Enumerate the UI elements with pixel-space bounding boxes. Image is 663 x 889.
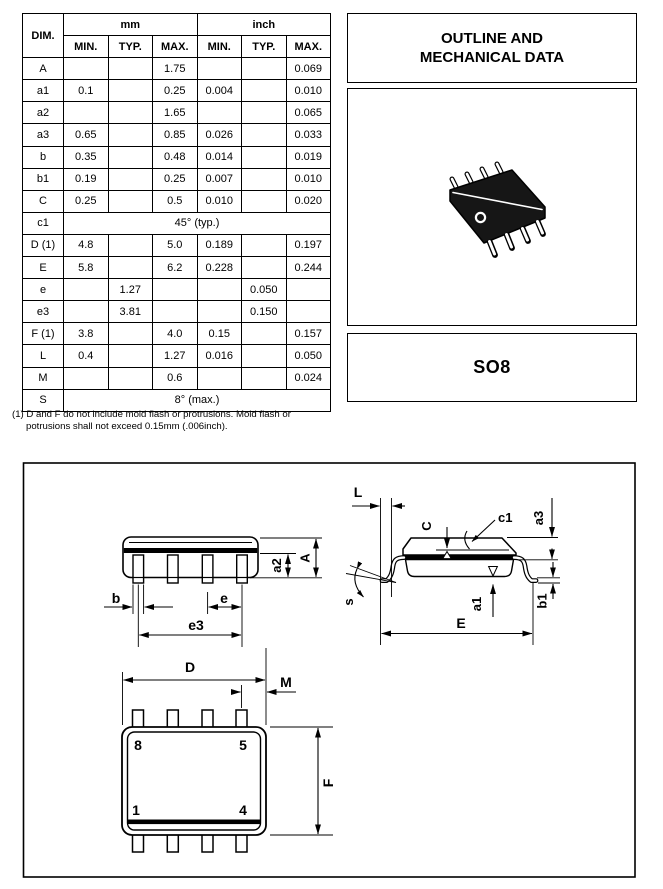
- table-header-mm: mm: [64, 14, 198, 36]
- value-cell: 0.010: [286, 80, 331, 102]
- footnote-line2: potrusions shall not exceed 0.15mm (.006inch).: [26, 420, 228, 432]
- footnote-line1: (1) D and F do not include mold flash or protrusions. Mold flash or: [12, 409, 291, 420]
- value-cell: 5.0: [153, 234, 198, 256]
- value-cell: 0.069: [286, 58, 331, 80]
- value-cell: 0.007: [197, 168, 242, 190]
- title-line2: MECHANICAL DATA: [419, 49, 565, 66]
- value-cell: 1.65: [153, 102, 198, 124]
- dim-cell: e: [23, 279, 64, 301]
- dim-label-s: s: [341, 598, 356, 606]
- value-cell: 0.48: [153, 146, 198, 168]
- top-view: [122, 648, 336, 852]
- value-cell: 0.25: [64, 190, 109, 212]
- pin-number-8: 8: [134, 737, 142, 753]
- table-subheader: MIN.: [197, 36, 242, 58]
- package-name: SO8: [473, 357, 511, 377]
- dim-label-F: F: [320, 778, 336, 788]
- value-cell: 0.65: [64, 124, 109, 146]
- front-lead: [168, 555, 179, 583]
- value-cell: 0.016: [197, 345, 242, 367]
- value-cell: 1.27: [153, 345, 198, 367]
- value-cell: 0.5: [153, 190, 198, 212]
- value-cell: 0.25: [153, 168, 198, 190]
- so8-chip-isometric: [450, 164, 545, 255]
- title-line1: OUTLINE AND: [441, 30, 543, 47]
- value-cell: 0.050: [242, 279, 287, 301]
- value-cell: 3.8: [64, 323, 109, 345]
- value-cell: 0.150: [242, 301, 287, 323]
- dim-cell: a1: [23, 80, 64, 102]
- value-cell: 0.010: [197, 190, 242, 212]
- value-cell: 0.1: [64, 80, 109, 102]
- merged-value-cell: 8° (max.): [64, 389, 331, 411]
- table-subheader: MAX.: [286, 36, 331, 58]
- value-cell: 0.157: [286, 323, 331, 345]
- dim-label-b: b: [111, 590, 121, 606]
- value-cell: 0.228: [197, 257, 242, 279]
- dim-label-a2: a2: [269, 558, 284, 573]
- dim-cell: e3: [23, 301, 64, 323]
- dim-cell: D (1): [23, 234, 64, 256]
- dim-label-L: L: [353, 484, 363, 500]
- dim-label-e3: e3: [188, 617, 204, 633]
- value-cell: 5.8: [64, 257, 109, 279]
- dim-cell: c1: [23, 212, 64, 234]
- value-cell: 0.020: [286, 190, 331, 212]
- value-cell: 4.8: [64, 234, 109, 256]
- table-header-dim: DIM.: [23, 14, 64, 58]
- dim-cell: M: [23, 367, 64, 389]
- value-cell: 0.244: [286, 257, 331, 279]
- value-cell: 0.004: [197, 80, 242, 102]
- value-cell: 0.026: [197, 124, 242, 146]
- value-cell: 0.85: [153, 124, 198, 146]
- value-cell: 0.065: [286, 102, 331, 124]
- dim-label-c1: c1: [498, 510, 513, 525]
- value-cell: 0.6: [153, 367, 198, 389]
- dim-cell: L: [23, 345, 64, 367]
- dim-cell: S: [23, 389, 64, 411]
- dim-label-C: C: [419, 521, 434, 531]
- dim-cell: a2: [23, 102, 64, 124]
- value-cell: 0.197: [286, 234, 331, 256]
- value-cell: 0.019: [286, 146, 331, 168]
- value-cell: 0.033: [286, 124, 331, 146]
- value-cell: 3.81: [108, 301, 153, 323]
- dim-cell: b1: [23, 168, 64, 190]
- value-cell: 0.35: [64, 146, 109, 168]
- value-cell: 0.25: [153, 80, 198, 102]
- pin-number-5: 5: [239, 737, 247, 753]
- dim-label-b1: b1: [534, 593, 550, 609]
- value-cell: 0.15: [197, 323, 242, 345]
- front-view: [104, 537, 322, 647]
- dim-cell: E: [23, 257, 64, 279]
- value-cell: 0.024: [286, 367, 331, 389]
- dim-cell: b: [23, 146, 64, 168]
- dim-label-a3: a3: [531, 510, 546, 526]
- dim-label-a1: a1: [469, 596, 484, 612]
- dim-label-E: E: [456, 615, 466, 631]
- value-cell: 4.0: [153, 323, 198, 345]
- table-subheader: TYP.: [242, 36, 287, 58]
- table-subheader: MIN.: [64, 36, 109, 58]
- value-cell: 0.189: [197, 234, 242, 256]
- value-cell: 0.010: [286, 168, 331, 190]
- dim-cell: C: [23, 190, 64, 212]
- front-lead: [202, 555, 213, 583]
- value-cell: 1.27: [108, 279, 153, 301]
- chip-body: [450, 170, 545, 243]
- side-view: [341, 484, 560, 645]
- value-cell: 1.75: [153, 58, 198, 80]
- table-subheader: TYP.: [108, 36, 153, 58]
- dim-label-M: M: [280, 674, 292, 690]
- table-subheader: MAX.: [153, 36, 198, 58]
- dim-label-D: D: [184, 659, 196, 675]
- dim-cell: A: [23, 58, 64, 80]
- value-cell: 0.014: [197, 146, 242, 168]
- dim-label-e: e: [220, 590, 228, 606]
- value-cell: 0.050: [286, 345, 331, 367]
- front-lead: [237, 555, 248, 583]
- pin-number-4: 4: [239, 802, 247, 818]
- dim-label-A: A: [297, 553, 313, 563]
- front-lead: [133, 555, 144, 583]
- value-cell: 0.19: [64, 168, 109, 190]
- dim-cell: a3: [23, 124, 64, 146]
- dim-cell: F (1): [23, 323, 64, 345]
- value-cell: 0.4: [64, 345, 109, 367]
- table-header-inch: inch: [197, 14, 331, 36]
- value-cell: 6.2: [153, 257, 198, 279]
- pin-number-1: 1: [132, 802, 140, 818]
- merged-value-cell: 45° (typ.): [64, 212, 331, 234]
